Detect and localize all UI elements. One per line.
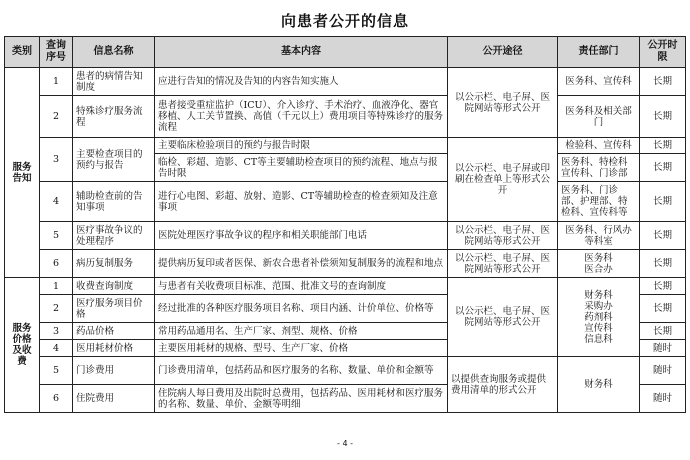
table-row [5,68,686,96]
channel-cell: 以公示栏、电子屏、医院网站等形式公开 [448,250,558,278]
dept-cell: 医务科、行风办等科室 [558,222,640,250]
name-cell: 辅助检查前的告知事项 [73,182,155,222]
dept-cell: 医务科、宣传科 [558,68,640,96]
header-period: 公开时限 [640,37,686,68]
period-cell: 长期 [640,222,686,250]
category-service-price: 服务价格及收费 [5,278,40,413]
channel-cell: 以提供查询服务或提供费用清单的形式公开 [448,357,558,413]
seq-cell: 1 [40,68,73,96]
period-cell: 长期 [640,250,686,278]
dept-cell: 财务科 [558,357,640,413]
info-table [4,36,686,413]
dept-cell: 医务科、特检科宣传科、门诊部 [558,154,640,182]
seq-cell: 6 [40,250,73,278]
seq-cell: 1 [40,278,73,295]
name-cell: 医用耗材价格 [73,340,155,357]
dept-cell: 财务科 采购办 药剂科 宣传科 信息科 [558,278,640,357]
content-cell: 门诊费用清单，包括药品和医疗服务的名称、数量、单价和金额等 [155,357,448,385]
seq-cell: 3 [40,138,73,182]
channel-cell: 以公示栏、电子屏或印刷在检查单上等形式公开 [448,138,558,222]
header-channel: 公开途径 [448,37,558,68]
table-row [5,222,686,250]
content-cell: 主要临床检验项目的预约与报告时限 [155,138,448,154]
period-cell: 随时 [640,340,686,357]
seq-cell: 4 [40,340,73,357]
table-row [5,138,686,154]
seq-cell: 2 [40,96,73,138]
seq-cell: 5 [40,357,73,385]
table-row [5,182,686,222]
name-cell: 住院费用 [73,385,155,413]
period-cell: 长期 [640,278,686,295]
content-cell: 经过批准的各种医疗服务项目名称、项目内涵、计价单位、价格等 [155,295,448,323]
table-row [5,278,686,295]
period-cell: 长期 [640,96,686,138]
content-cell: 提供病历复印或者医保、新农合患者补偿须知复制服务的流程和地点 [155,250,448,278]
seq-cell: 5 [40,222,73,250]
category-service-notice: 服务告知 [5,68,40,278]
channel-cell: 以公示栏、电子屏、医院网站等形式公开 [448,222,558,250]
seq-cell: 6 [40,385,73,413]
content-cell: 进行心电图、彩超、放射、造影、CT等辅助检查的检查须知及注意事项 [155,182,448,222]
name-cell: 医疗服务项目价格 [73,295,155,323]
table-row [5,96,686,138]
content-cell: 临检、彩超、造影、CT等主要辅助检查项目的预约流程、地点与报告时限 [155,154,448,182]
period-cell: 随时 [640,385,686,413]
content-cell: 住院病人每日费用及出院时总费用，包括药品、医用耗材和医疗服务的名称、数量、单价、金额等明细 [155,385,448,413]
seq-cell: 2 [40,295,73,323]
header-dept: 责任部门 [558,37,640,68]
name-cell: 药品价格 [73,323,155,340]
name-cell: 病历复制服务 [73,250,155,278]
period-cell: 随时 [640,357,686,385]
content-cell: 常用药品通用名、生产厂家、剂型、规格、价格 [155,323,448,340]
period-cell: 长期 [640,154,686,182]
period-cell: 长期 [640,182,686,222]
dept-cell: 检验科、宣传科 [558,138,640,154]
header-category: 类别 [5,37,40,68]
name-cell: 患者的病情告知制度 [73,68,155,96]
period-cell: 长期 [640,138,686,154]
content-cell: 患者接受重症监护（ICU）、介入诊疗、手术治疗、血液净化、器官移植、人工关节置换、高值（千元以上）费用项目等特殊诊疗的服务流程 [155,96,448,138]
content-cell: 医院处理医疗事故争议的程序和相关职能部门电话 [155,222,448,250]
content-cell: 与患者有关收费项目标准、范围、批准文号的查询制度 [155,278,448,295]
period-cell: 长期 [640,323,686,340]
name-cell: 门诊费用 [73,357,155,385]
table-row [5,357,686,385]
header-name: 信息名称 [73,37,155,68]
table-row [5,250,686,278]
content-cell: 主要医用耗材的规格、型号、生产厂家、价格 [155,340,448,357]
page-title: 向患者公开的信息 [280,12,409,30]
channel-cell: 以公示栏、电子屏、医院网站等形式公开 [448,68,558,138]
name-cell: 主要检查项目的预约与报告 [73,138,155,182]
seq-cell: 4 [40,182,73,222]
dept-cell: 医务科、门诊部、护理部、特检科、宣传科等 [558,182,640,222]
name-cell: 收费查询制度 [73,278,155,295]
page-number: - 4 - [337,439,353,448]
channel-cell: 以公示栏、电子屏、医院网站等形式公开 [448,278,558,357]
name-cell: 医疗事故争议的处理程序 [73,222,155,250]
header-row [5,37,686,68]
seq-cell: 3 [40,323,73,340]
period-cell: 长期 [640,68,686,96]
content-cell: 应进行告知的情况及告知的内容告知实施人 [155,68,448,96]
header-content: 基本内容 [155,37,448,68]
dept-cell: 医务科及相关部门 [558,96,640,138]
dept-cell: 医务科 医合办 [558,250,640,278]
period-cell: 长期 [640,295,686,323]
name-cell: 特殊诊疗服务流程 [73,96,155,138]
header-seq: 查询序号 [40,37,73,68]
